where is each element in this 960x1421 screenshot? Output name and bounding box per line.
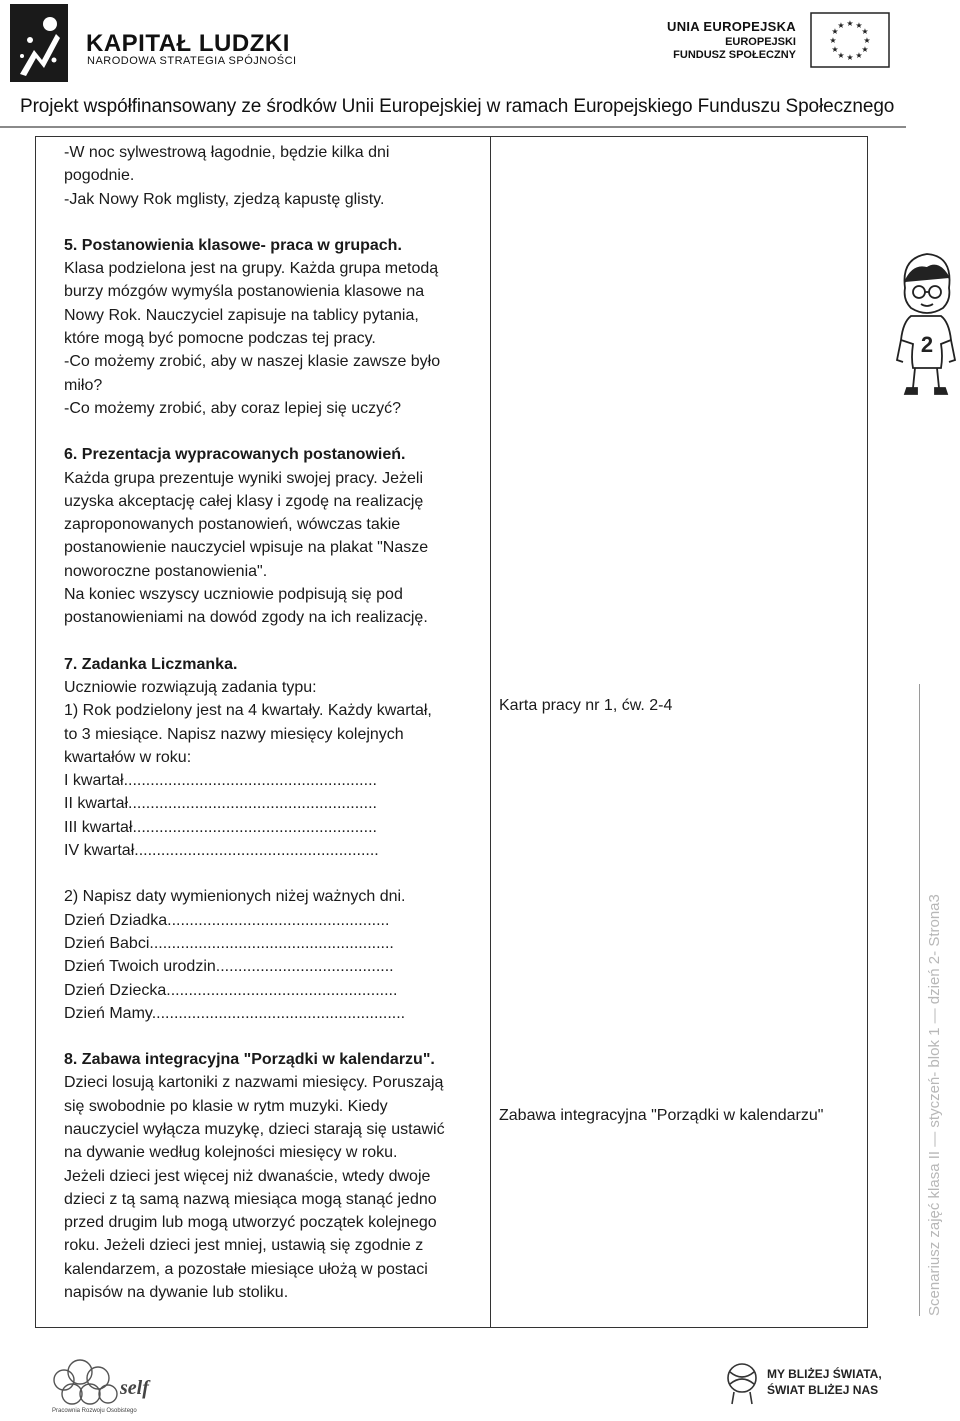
materials-note-2: Zabawa integracyjna "Porządki w kalendarzu" bbox=[499, 1107, 824, 1124]
section-7-title: 7. Zadanka Liczmanka. bbox=[64, 655, 238, 673]
column-divider bbox=[490, 137, 491, 1327]
section-6-text: Każda grupa prezentuje wyniki swojej pracy. Jeżeli uzyska akceptację całej klasy i zgodę na realizację zaproponowanych postanowień, wówczas takie postanowienie nauczyciel wpisuje na plakat "Nasze noworoczne postanowienia". Na koniec wszyscy uczniowie podpisują się pod postanowieniami na dowód zgody na ich realizację. bbox=[64, 469, 429, 627]
svg-text:★: ★ bbox=[837, 51, 845, 60]
section-7-task-2: 2) Napisz daty wymienionych niżej ważnych dni. Dzień Dziadka.................................................. Dzień Babci....................................................... Dzień Twoich urodzin........................................ Dzień Dziecka.................................................... Dzień Mamy......................................................... bbox=[64, 888, 406, 1022]
svg-text:★: ★ bbox=[829, 36, 837, 45]
globe-people-icon bbox=[722, 1358, 762, 1406]
lesson-steps-column bbox=[64, 141, 484, 1304]
self-logo-text: self bbox=[120, 1377, 149, 1399]
ml-line-1: MY BLIŻEJ ŚWIATA, bbox=[767, 1367, 882, 1381]
kl-title: KAPITAŁ LUDZKI bbox=[86, 30, 290, 57]
kapital-ludzki-logo bbox=[10, 4, 68, 82]
eu-line-3: FUNDUSZ SPOŁECZNY bbox=[673, 49, 796, 61]
my-blizej-swiata-logo bbox=[767, 1366, 882, 1398]
ml-line-2: ŚWIAT BLIŻEJ NAS bbox=[767, 1383, 879, 1397]
mascot-number: 2 bbox=[920, 332, 934, 357]
svg-text:★: ★ bbox=[846, 19, 854, 28]
proverbs-text: -W noc sylwestrową łagodnie, będzie kilka dni pogodnie. -Jak Nowy Rok mglisty, zjedzą kapustę glisty. bbox=[64, 144, 390, 208]
self-logo bbox=[50, 1350, 154, 1416]
section-5-title: 5. Postanowienia klasowe- praca w grupach. bbox=[64, 236, 402, 254]
lesson-table bbox=[35, 136, 868, 1328]
eu-line-2: EUROPEJSKI bbox=[725, 36, 796, 48]
eu-label bbox=[667, 19, 796, 61]
svg-text:★: ★ bbox=[855, 51, 863, 60]
svg-text:★: ★ bbox=[855, 21, 863, 30]
eu-line-1: UNIA EUROPEJSKA bbox=[667, 19, 796, 34]
svg-text:★: ★ bbox=[861, 45, 869, 54]
svg-text:★: ★ bbox=[837, 21, 845, 30]
kl-subtitle: NARODOWA STRATEGIA SPÓJNOŚCI bbox=[87, 55, 297, 67]
section-7-text: Uczniowie rozwiązują zadania typu: 1) Rok podzielony jest na 4 kwartały. Każdy kwartał, to 3 miesiące. Napisz nazwy miesięcy kolejnych kwartałów w roku: I kwartał......................................................... II kwartał........................................................ III kwartał....................................................... IV kwartał....................................................... bbox=[64, 678, 432, 860]
section-6-title: 6. Prezentacja wypracowanych postanowień. bbox=[64, 446, 406, 464]
side-rule bbox=[919, 684, 920, 1316]
section-8-text: Dzieci losują kartoniki z nazwami miesięcy. Poruszają się swobodnie po klasie w rytm muzyki. Kiedy nauczyciel wyłącza muzykę, dzieci starają się ustawić na dywanie według kolejności miesięcy w roku. Jeżeli dzieci jest więcej niż dwanaście, wtedy dwoje dzieci z tą samą nazwą miesiąca mogą stanąć jedno przed drugim lub mogą utworzyć początek kolejnego roku. Jeżeli dzieci jest mniej, ustawią się zgodnie z kalendarzem, a pozostałe miesiące ułożą w postaci napisów na dywanie lub stoliku. bbox=[64, 1074, 445, 1302]
svg-text:★: ★ bbox=[863, 36, 871, 45]
svg-text:★: ★ bbox=[831, 45, 839, 54]
eu-flag-icon bbox=[810, 12, 890, 68]
header-divider bbox=[0, 126, 906, 128]
project-cofinancing-line: Projekt współfinansowany ze środków Unii Europejskiej w ramach Europejskiego Funduszu Społecznego bbox=[20, 96, 895, 117]
svg-text:★: ★ bbox=[831, 27, 839, 36]
section-5-text: Klasa podzielona jest na grupy. Każda grupa metodą burzy mózgów wymyśla postanowienia klasowe na Nowy Rok. Nauczyciel zapisuje na tablicy pytania, które mogą być pomocne podczas tej pracy. -Co możemy zrobić, aby w naszej klasie zawsze było miło? -Co możemy zrobić, aby coraz lepiej się uczyć? bbox=[64, 260, 441, 417]
side-page-label: Scenariusz zajęć klasa II — styczeń- blok 1 — dzień 2- Strona3 bbox=[926, 894, 943, 1316]
self-tagline: Pracownia Rozwoju Osobistego bbox=[52, 1408, 137, 1414]
svg-text:★: ★ bbox=[861, 27, 869, 36]
materials-note-1: Karta pracy nr 1, ćw. 2-4 bbox=[499, 697, 673, 714]
section-8-title: 8. Zabawa integracyjna "Porządki w kalendarzu". bbox=[64, 1051, 435, 1069]
svg-text:★: ★ bbox=[846, 53, 854, 62]
mascot-figure-icon bbox=[893, 248, 959, 400]
page-header bbox=[0, 0, 960, 132]
